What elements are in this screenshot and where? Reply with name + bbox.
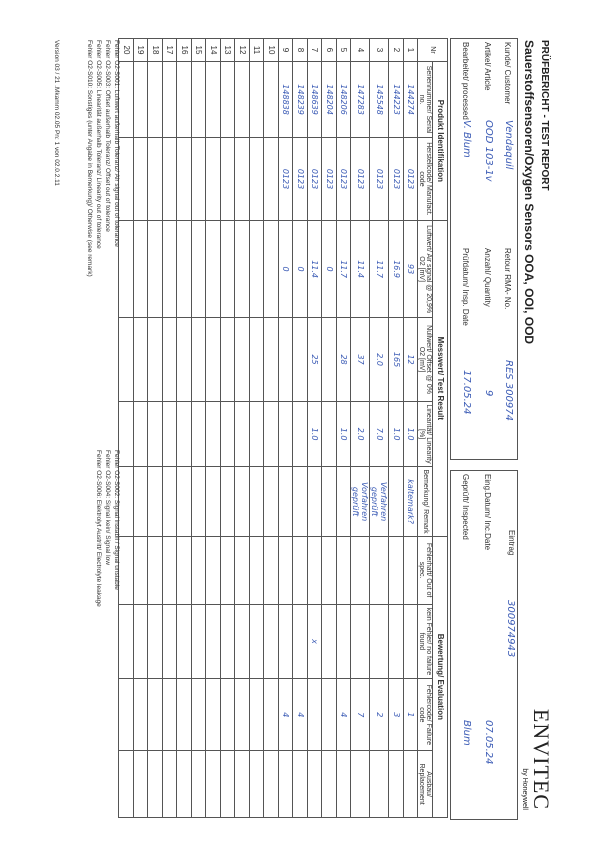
processed-label: Bearbeitet/ processed: [461, 42, 470, 120]
table-row: [206, 39, 221, 818]
table-row: [221, 39, 236, 818]
cell-air: 11.4: [351, 220, 370, 318]
cell-code: [192, 679, 207, 751]
cell-remark: Verfahren geprüft: [370, 467, 389, 536]
table-row: [177, 39, 192, 818]
cell-manu: 0123: [389, 138, 404, 221]
cell-serial: [264, 62, 279, 138]
cell-lin: [279, 401, 294, 467]
cell-code: [134, 679, 149, 751]
cell-air: [192, 220, 207, 318]
cell-lin: [206, 401, 221, 467]
cell-serial: [221, 62, 236, 138]
cell-lin: [322, 401, 337, 467]
test-report-sheet: [30, 30, 560, 830]
cell-serial: [206, 62, 221, 138]
incdate-value: 07.05.24: [483, 720, 494, 765]
cell-remark: [264, 467, 279, 536]
cell-action: [148, 751, 163, 818]
cell-serial: [134, 62, 149, 138]
cell-faulty: [279, 536, 294, 604]
table-row: [370, 39, 389, 818]
cell-action: [206, 751, 221, 818]
cell-remark: [389, 467, 404, 536]
cell-code: [206, 679, 221, 751]
table-row: [134, 39, 149, 818]
table-row: [337, 39, 352, 818]
group-product-header: Produkt Identifikation: [433, 62, 448, 221]
cell-remark: [148, 467, 163, 536]
cell-air: [148, 220, 163, 318]
cell-air: 0: [293, 220, 308, 318]
cell-nofault: [134, 604, 149, 679]
cell-manu: [177, 138, 192, 221]
cell-offset: 2.0: [370, 318, 389, 401]
cell-code: [163, 679, 178, 751]
cell-code: [148, 679, 163, 751]
cell-action: [404, 751, 419, 818]
cell-action: [235, 751, 250, 818]
cell-action: [308, 751, 323, 818]
cell-action: [119, 751, 134, 818]
cell-air: [163, 220, 178, 318]
cell-offset: 37: [351, 318, 370, 401]
col-lin-header: Linearität/ Linearity [%]: [418, 401, 433, 467]
cell-manu: [192, 138, 207, 221]
rma-value: RES 300974: [503, 360, 514, 421]
table-row: [250, 39, 265, 818]
cell-nofault: [279, 604, 294, 679]
cell-faulty: [308, 536, 323, 604]
cell-offset: 12: [404, 318, 419, 401]
cell-air: 11.4: [308, 220, 323, 318]
cell-air: 93: [404, 220, 419, 318]
cell-manu: 0123: [293, 138, 308, 221]
cell-faulty: [235, 536, 250, 604]
cell-serial: [119, 62, 134, 138]
cell-manu: [119, 138, 134, 221]
cell-faulty: [148, 536, 163, 604]
cell-lin: [177, 401, 192, 467]
cell-serial: 148838: [279, 62, 294, 138]
row-number: 15: [192, 39, 207, 62]
cell-offset: [279, 318, 294, 401]
cell-action: [250, 751, 265, 818]
inspdate-label: Prüfdatum/ Insp. Date: [461, 248, 470, 326]
cell-offset: [293, 318, 308, 401]
cell-nofault: [163, 604, 178, 679]
cell-nofault: [389, 604, 404, 679]
row-number: 12: [235, 39, 250, 62]
cell-action: [192, 751, 207, 818]
cell-manu: 0123: [337, 138, 352, 221]
cell-action: [389, 751, 404, 818]
cell-action: [279, 751, 294, 818]
cell-nofault: [250, 604, 265, 679]
processed-value: V. Blum: [461, 120, 472, 158]
cell-manu: 0123: [351, 138, 370, 221]
table-row: [322, 39, 337, 818]
cell-code: 4: [279, 679, 294, 751]
cell-manu: 0123: [322, 138, 337, 221]
cell-remark: [308, 467, 323, 536]
cell-remark: [163, 467, 178, 536]
cell-action: [177, 751, 192, 818]
footer-note-7: Fehler O2-S006: Elektrolyt Austritt/ Electrolyte leakage: [95, 450, 102, 607]
cell-lin: 7.0: [370, 401, 389, 467]
cell-lin: [148, 401, 163, 467]
cell-code: 4: [293, 679, 308, 751]
table-row: [293, 39, 308, 818]
row-number: 10: [264, 39, 279, 62]
cell-lin: [221, 401, 236, 467]
logo-subtext: by Honeywell: [521, 768, 528, 810]
cell-offset: [119, 318, 134, 401]
cell-lin: [264, 401, 279, 467]
row-number: 4: [351, 39, 370, 62]
cell-serial: [250, 62, 265, 138]
cell-offset: [221, 318, 236, 401]
row-number: 20: [119, 39, 134, 62]
cell-nofault: [177, 604, 192, 679]
cell-nofault: [337, 604, 352, 679]
row-number: 16: [177, 39, 192, 62]
cell-nofault: [148, 604, 163, 679]
logo-text: ENVITEC: [529, 708, 554, 810]
cell-code: [264, 679, 279, 751]
cell-action: [322, 751, 337, 818]
table-row: [404, 39, 419, 818]
cell-remark: [177, 467, 192, 536]
cell-serial: [192, 62, 207, 138]
cell-manu: [250, 138, 265, 221]
cell-offset: [192, 318, 207, 401]
cell-air: 11.7: [337, 220, 352, 318]
cell-lin: 1.0: [389, 401, 404, 467]
cell-lin: 1.0: [337, 401, 352, 467]
cell-nofault: [192, 604, 207, 679]
row-number: 13: [221, 39, 236, 62]
col-errcode-header: Fehlercode/ Failure code: [418, 679, 433, 751]
cell-offset: 165: [389, 318, 404, 401]
inspdate-value: 17.05.24: [461, 370, 472, 415]
cell-nofault: [370, 604, 389, 679]
cell-serial: 144223: [389, 62, 404, 138]
table-row: [389, 39, 404, 818]
row-number: 5: [337, 39, 352, 62]
row-number: 11: [250, 39, 265, 62]
col-serial-header: Seriennummer/ Serial no.: [418, 62, 433, 138]
footer-note-4: Fehler O2-S010: Sonstiges (unter Angabe in Bemerkung)/ Otherwise (see remark): [86, 40, 93, 277]
cell-air: 0: [279, 220, 294, 318]
cell-air: 0: [322, 220, 337, 318]
cell-air: 11.7: [370, 220, 389, 318]
row-number: 14: [206, 39, 221, 62]
table-row: [351, 39, 370, 818]
cell-nofault: [351, 604, 370, 679]
group-eval-header: Bewertung/ Evaluation: [433, 536, 448, 817]
cell-faulty: [264, 536, 279, 604]
row-number: 17: [163, 39, 178, 62]
cell-lin: [134, 401, 149, 467]
cell-code: 4: [337, 679, 352, 751]
cell-faulty: [337, 536, 352, 604]
cell-remark: [293, 467, 308, 536]
table-row: [192, 39, 207, 818]
cell-remark: [119, 467, 134, 536]
cell-remark: [221, 467, 236, 536]
cell-lin: [163, 401, 178, 467]
cell-lin: 1.0: [308, 401, 323, 467]
cell-code: 2: [370, 679, 389, 751]
cell-remark: Vorfahren geprüft: [351, 467, 370, 536]
row-number: 2: [389, 39, 404, 62]
cell-remark: [206, 467, 221, 536]
row-number: 6: [322, 39, 337, 62]
cell-manu: 0123: [308, 138, 323, 221]
col-action-header: Ausbau/ Replacement: [418, 751, 433, 818]
cell-lin: [250, 401, 265, 467]
footer-note-3: Fehler O2-S005: Linearität außerhalb Toleranz/ Linearity out of tolerance: [95, 40, 102, 249]
cell-code: [235, 679, 250, 751]
cell-faulty: [351, 536, 370, 604]
article-value: OOD 103-1v: [483, 120, 494, 182]
table-row: [163, 39, 178, 818]
cell-serial: 147283: [351, 62, 370, 138]
cell-lin: [293, 401, 308, 467]
cell-code: [119, 679, 134, 751]
cell-offset: 25: [308, 318, 323, 401]
customer-value: Vendaquil: [503, 120, 514, 170]
cell-offset: [134, 318, 149, 401]
group-measure-header: Messwert/ Test Result: [433, 220, 448, 536]
table-row: [148, 39, 163, 818]
cell-offset: [177, 318, 192, 401]
row-number: 18: [148, 39, 163, 62]
cell-action: [293, 751, 308, 818]
col-air-header: Luftwert/ Air signal @ 20,9% O2 [mV]: [418, 220, 433, 318]
cell-air: [134, 220, 149, 318]
cell-nofault: x: [308, 604, 323, 679]
cell-serial: [177, 62, 192, 138]
top-ref-value: 300974943: [505, 600, 516, 658]
cell-nofault: [404, 604, 419, 679]
quantity-label: Anzahl/ Quantity: [483, 248, 492, 307]
cell-manu: 0123: [404, 138, 419, 221]
cell-manu: [206, 138, 221, 221]
col-remark-header: Bemerkung/ Remark: [418, 467, 433, 536]
inspected-value: Blum: [461, 720, 472, 746]
cell-remark: [279, 467, 294, 536]
cell-offset: [163, 318, 178, 401]
envitec-logo: [521, 709, 554, 810]
cell-code: 3: [389, 679, 404, 751]
cell-serial: [235, 62, 250, 138]
cell-faulty: [177, 536, 192, 604]
cell-serial: 148206: [337, 62, 352, 138]
row-number: 8: [293, 39, 308, 62]
report-subtitle: Sauerstoffsensoren/Oxygen Sensors OOA, OOI, OOD: [522, 40, 536, 345]
cell-serial: 145548: [370, 62, 389, 138]
cell-action: [163, 751, 178, 818]
cell-lin: [235, 401, 250, 467]
cell-faulty: [322, 536, 337, 604]
footer-note-2: Fehler O2-S003: Offset außerhalb Toleranz/ Offset out of tolerance: [104, 40, 111, 232]
cell-faulty: [206, 536, 221, 604]
cell-nofault: [264, 604, 279, 679]
col-offset-header: Nullwert/ Offset @ 0% O2 [mV]: [418, 318, 433, 401]
row-number: 19: [134, 39, 149, 62]
article-label: Artikel/ Article: [483, 42, 492, 91]
cell-manu: [134, 138, 149, 221]
col-nofault-header: kein Fehler/ no failure found: [418, 604, 433, 679]
cell-code: [250, 679, 265, 751]
cell-code: 7: [351, 679, 370, 751]
col-manu-header: Herstellcode/ Manufact. code: [418, 138, 433, 221]
cell-serial: 148239: [293, 62, 308, 138]
results-table: [119, 38, 449, 818]
table-row: [279, 39, 294, 818]
row-number: 3: [370, 39, 389, 62]
cell-remark: [235, 467, 250, 536]
cell-remark: [192, 467, 207, 536]
table-row: [264, 39, 279, 818]
cell-manu: [264, 138, 279, 221]
cell-remark: [337, 467, 352, 536]
cell-code: [177, 679, 192, 751]
cell-action: [134, 751, 149, 818]
cell-offset: [206, 318, 221, 401]
cell-remark: [250, 467, 265, 536]
cell-manu: [221, 138, 236, 221]
cell-action: [337, 751, 352, 818]
table-row: [235, 39, 250, 818]
table-row: [119, 39, 134, 818]
cell-code: [221, 679, 236, 751]
cell-faulty: [293, 536, 308, 604]
cell-manu: [235, 138, 250, 221]
cell-code: 1: [404, 679, 419, 751]
cell-faulty: [221, 536, 236, 604]
cell-air: [235, 220, 250, 318]
cell-offset: [235, 318, 250, 401]
cell-faulty: [163, 536, 178, 604]
inspected-label: Geprüft/ Inspected: [461, 474, 470, 540]
cell-serial: [148, 62, 163, 138]
cell-offset: [250, 318, 265, 401]
table-row: [308, 39, 323, 818]
cell-faulty: [404, 536, 419, 604]
cell-remark: [322, 467, 337, 536]
cell-offset: 28: [337, 318, 352, 401]
quantity-value: 9: [483, 390, 494, 397]
cell-nofault: [221, 604, 236, 679]
cell-manu: 0123: [279, 138, 294, 221]
cell-action: [351, 751, 370, 818]
cell-manu: [148, 138, 163, 221]
cell-offset: [148, 318, 163, 401]
col-nr-header: Nr: [418, 39, 448, 62]
cell-serial: 148204: [322, 62, 337, 138]
cell-action: [221, 751, 236, 818]
cell-faulty: [134, 536, 149, 604]
cell-serial: 144274: [404, 62, 419, 138]
cell-lin: [192, 401, 207, 467]
cell-air: 16.9: [389, 220, 404, 318]
cell-faulty: [250, 536, 265, 604]
cell-lin: 2.0: [351, 401, 370, 467]
cell-remark: kaltemark?: [404, 467, 419, 536]
cell-air: [177, 220, 192, 318]
cell-action: [264, 751, 279, 818]
cell-remark: [134, 467, 149, 536]
cell-action: [370, 751, 389, 818]
cell-serial: [163, 62, 178, 138]
cell-offset: [264, 318, 279, 401]
cell-nofault: [293, 604, 308, 679]
version-line: Version 03 / 21 .Mkamm 02.05 Pn: 1 von 02.0.2.11: [53, 40, 60, 186]
cell-nofault: [235, 604, 250, 679]
cell-serial: 148639: [308, 62, 323, 138]
cell-nofault: [206, 604, 221, 679]
cell-air: [250, 220, 265, 318]
cell-manu: 0123: [370, 138, 389, 221]
cell-faulty: [370, 536, 389, 604]
row-number: 7: [308, 39, 323, 62]
incdate-label: Eing.Datum/ Inc.Date: [483, 474, 492, 551]
cell-faulty: [119, 536, 134, 604]
cell-lin: [119, 401, 134, 467]
footer-note-6: Fehler O2-S004: Signal kein/ Signal low: [104, 450, 111, 565]
col-faulty-header: Fehlerhaft/ Out of spec.: [418, 536, 433, 604]
footer-note-5: Fehler O2-S002: Signal instabil / Signal unstable: [113, 450, 120, 590]
cell-code: [308, 679, 323, 751]
cell-air: [119, 220, 134, 318]
cell-faulty: [192, 536, 207, 604]
cell-lin: 1.0: [404, 401, 419, 467]
cell-manu: [163, 138, 178, 221]
cell-offset: [322, 318, 337, 401]
cell-nofault: [119, 604, 134, 679]
cell-air: [206, 220, 221, 318]
customer-label: Kunde/ Customer: [503, 42, 512, 105]
report-title: PRÜFBERICHT - TEST REPORT: [539, 40, 550, 191]
row-number: 9: [279, 39, 294, 62]
cell-code: [322, 679, 337, 751]
row-number: 1: [404, 39, 419, 62]
top-ref-label: Eintrag: [507, 530, 516, 556]
cell-air: [264, 220, 279, 318]
cell-air: [221, 220, 236, 318]
rma-label: Retour RMA- No.: [503, 248, 512, 310]
cell-faulty: [389, 536, 404, 604]
footer-note-1: Fehler O2-S001: Luftwert außerhalb Toleranz/ Air signal out of tolerance: [113, 40, 120, 247]
cell-nofault: [322, 604, 337, 679]
